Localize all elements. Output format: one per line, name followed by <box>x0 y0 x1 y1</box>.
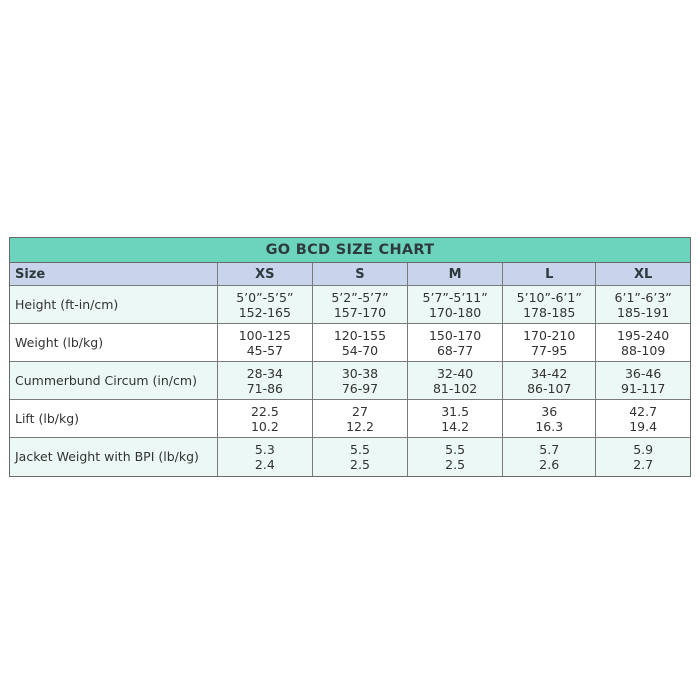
table-cell: 6’1”-6’3” 185-191 <box>596 286 690 324</box>
table-cell: 5.3 2.4 <box>217 438 312 476</box>
size-table <box>10 263 690 476</box>
table-cell: 28-34 71-86 <box>217 362 312 400</box>
table-cell: 5’10”-6’1” 178-185 <box>503 286 596 324</box>
table-cell: 150-170 68-77 <box>408 324 503 362</box>
row-label: Jacket Weight with BPI (lb/kg) <box>10 438 217 476</box>
size-header-s: S <box>312 263 407 286</box>
table-cell: 195-240 88-109 <box>596 324 690 362</box>
table-cell: 22.5 10.2 <box>217 400 312 438</box>
row-label: Height (ft-in/cm) <box>10 286 217 324</box>
table-cell: 120-155 54-70 <box>312 324 407 362</box>
row-label: Weight (lb/kg) <box>10 324 217 362</box>
table-cell: 31.5 14.2 <box>408 400 503 438</box>
table-cell: 30-38 76-97 <box>312 362 407 400</box>
table-cell: 34-42 86-107 <box>503 362 596 400</box>
table-cell: 42.7 19.4 <box>596 400 690 438</box>
table-row <box>10 362 690 400</box>
table-cell: 36-46 91-117 <box>596 362 690 400</box>
table-cell: 5.5 2.5 <box>408 438 503 476</box>
size-header-m: M <box>408 263 503 286</box>
size-header-l: L <box>503 263 596 286</box>
header-label: Size <box>10 263 217 286</box>
table-cell: 100-125 45-57 <box>217 324 312 362</box>
table-cell: 5’7”-5’11” 170-180 <box>408 286 503 324</box>
row-label: Cummerbund Circum (in/cm) <box>10 362 217 400</box>
size-header-xl: XL <box>596 263 690 286</box>
size-header-xs: XS <box>217 263 312 286</box>
table-row <box>10 400 690 438</box>
row-label: Lift (lb/kg) <box>10 400 217 438</box>
chart-title: GO BCD SIZE CHART <box>10 238 690 263</box>
table-cell: 27 12.2 <box>312 400 407 438</box>
table-cell: 36 16.3 <box>503 400 596 438</box>
table-row <box>10 438 690 476</box>
size-chart <box>9 237 691 477</box>
table-cell: 5’2”-5’7” 157-170 <box>312 286 407 324</box>
table-cell: 32-40 81-102 <box>408 362 503 400</box>
table-row <box>10 286 690 324</box>
table-cell: 5.7 2.6 <box>503 438 596 476</box>
table-cell: 170-210 77-95 <box>503 324 596 362</box>
table-row <box>10 324 690 362</box>
header-row <box>10 263 690 286</box>
table-cell: 5.9 2.7 <box>596 438 690 476</box>
table-cell: 5.5 2.5 <box>312 438 407 476</box>
table-cell: 5’0”-5’5” 152-165 <box>217 286 312 324</box>
